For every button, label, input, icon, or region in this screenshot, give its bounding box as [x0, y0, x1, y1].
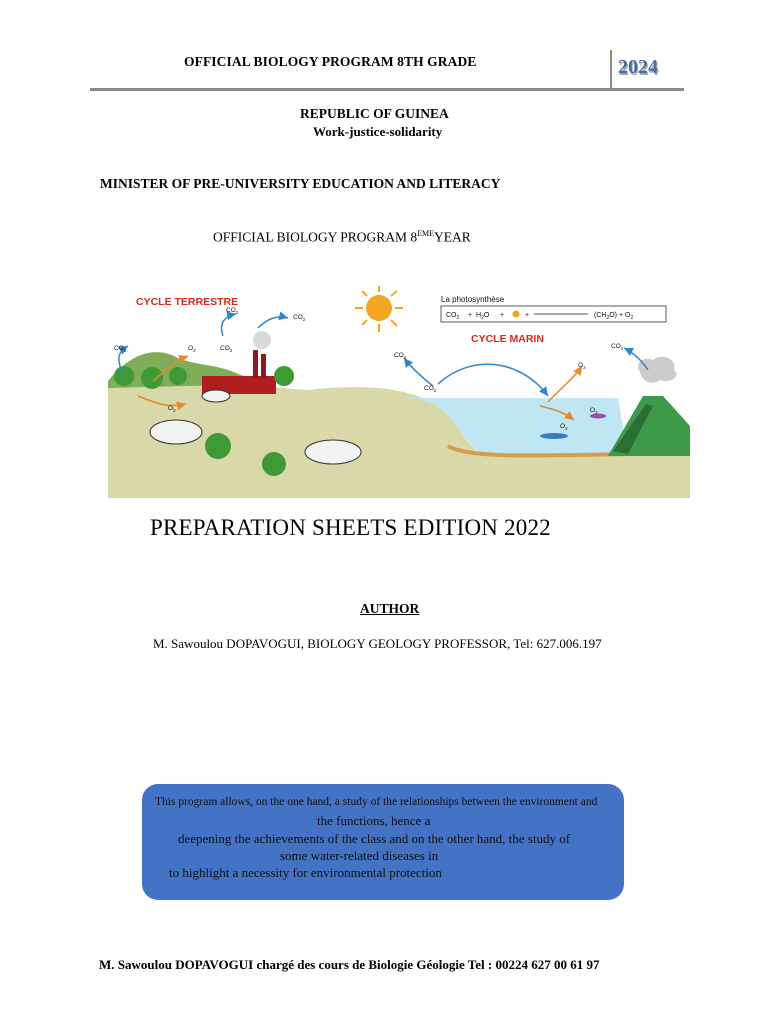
sun-icon [355, 286, 403, 332]
summary-box [142, 784, 624, 900]
cycle-terrestre-label: CYCLE TERRESTRE [136, 296, 239, 308]
author-details: M. Sawoulou DOPAVOGUI, BIOLOGY GEOLOGY PROFESSOR, Tel: 627.006.197 [153, 636, 602, 651]
summary-line-1: This program allows, on the one hand, a study of the relationships between the environment and [155, 796, 598, 808]
republic-name: REPUBLIC OF GUINEA [300, 106, 449, 121]
label-co2-volcano: $CO_2$ [611, 343, 624, 351]
summary-line-2: the functions, hence a [317, 813, 431, 828]
program-subtitle [213, 229, 471, 246]
eq-h2o: $H_2O$ [476, 312, 490, 321]
eq-ch2o: $(CH_2O) + O_2$ [594, 312, 634, 321]
national-motto: Work-justice-solidarity [313, 124, 443, 139]
volcano-smoke [638, 357, 677, 383]
main-title: PREPARATION SHEETS EDITION 2022 [150, 515, 551, 540]
label-co2-right: $CO_2$ [293, 314, 306, 322]
summary-line-3: deepening the achievements of the class and on the other hand, the study of [178, 831, 571, 846]
page-footer: M. Sawoulou DOPAVOGUI chargé des cours de Biologie Géologie Tel : 00224 627 00 61 97 [99, 957, 600, 972]
label-co2-factory: $CO_2$ [220, 345, 233, 353]
program-subtitle-sup: EME [417, 229, 435, 238]
author-heading: AUTHOR [360, 601, 420, 616]
label-o2-sea-2: $O_2$ [560, 423, 568, 431]
label-o2-sea-1: $O_2$ [590, 407, 598, 415]
factory-icon [202, 331, 276, 394]
label-o2-ground: $O_2$ [168, 405, 176, 413]
summary-line-5: to highlight a necessity for environmental protection [169, 865, 442, 880]
header-rule [90, 88, 684, 91]
eq-co2: $CO_2$ [446, 312, 460, 321]
label-o2-sea-air: $O_2$ [578, 362, 586, 370]
label-co2-sea: $CO_2$ [424, 385, 437, 393]
eq-plus-1: + [468, 312, 473, 319]
eq-sun-icon [513, 311, 520, 318]
label-co2-top: $CO_2$ [226, 307, 239, 315]
label-co2-left: $CO_2$ [114, 345, 127, 353]
label-o2-land: $O_2$ [188, 345, 196, 353]
ministry-name: MINISTER OF PRE-UNIVERSITY EDUCATION AND LITERACY [100, 176, 501, 191]
eq-plus-2: + [500, 312, 505, 319]
header-title: OFFICIAL BIOLOGY PROGRAM 8TH GRADE [184, 54, 477, 69]
program-subtitle-text: OFFICIAL BIOLOGY PROGRAM 8 [213, 229, 418, 245]
program-subtitle-year: YEAR [434, 229, 471, 245]
header-vertical-divider [610, 50, 612, 90]
header-year: 2024 [618, 56, 658, 78]
eq-plus-3: + [525, 312, 530, 319]
summary-line-4: some water-related diseases in [280, 848, 439, 863]
label-co2-sea-air: $CO_2$ [394, 352, 407, 360]
cycle-marin-label: CYCLE MARIN [471, 333, 544, 345]
carbon-cycle-illustration [108, 286, 690, 498]
photosynthesis-label: La photosynthèse [441, 295, 505, 304]
